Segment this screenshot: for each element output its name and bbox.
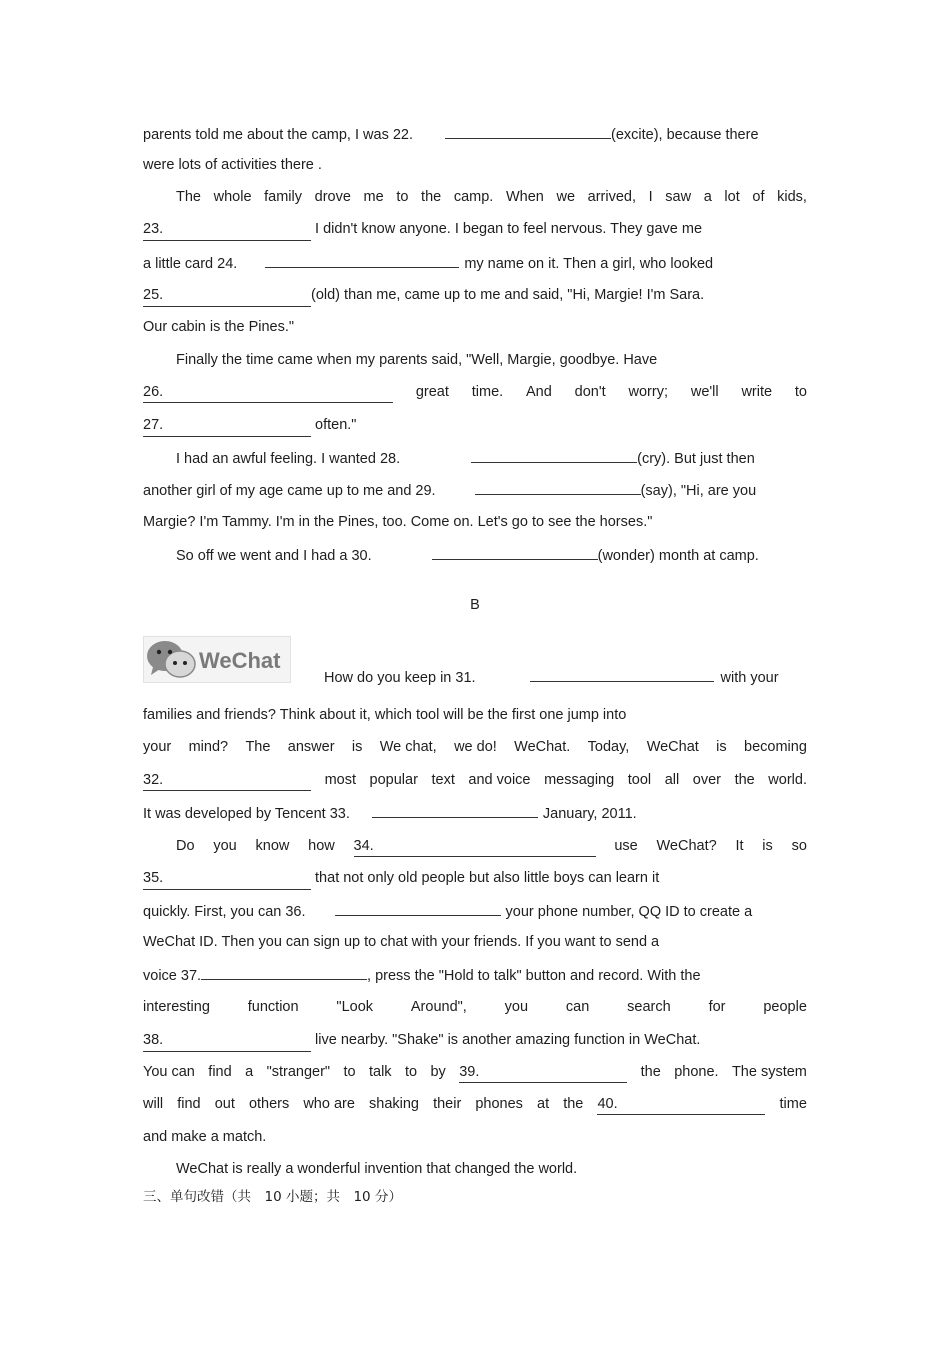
- word: and voice: [468, 772, 531, 788]
- word: find: [208, 1064, 232, 1080]
- word: world.: [768, 772, 807, 788]
- word: to: [343, 1064, 356, 1080]
- line-text: (cry). But just then: [637, 451, 755, 467]
- word: know: [255, 838, 290, 854]
- word: arrived,: [587, 189, 637, 205]
- word: I: [648, 189, 653, 205]
- justified-line: [143, 381, 807, 403]
- text-line: [176, 446, 807, 468]
- line-text: voice 37.: [143, 968, 202, 984]
- line-text: January, 2011.: [542, 806, 637, 822]
- line-text: quickly. First, you can 36.: [143, 904, 306, 920]
- line-text: Margie? I'm Tammy. I'm in the Pines, too. Come on. Let's go to see the horses.": [143, 514, 653, 530]
- word: to: [794, 384, 807, 400]
- word: "Look: [336, 999, 374, 1015]
- word: all: [664, 772, 680, 788]
- text-line: [143, 801, 807, 823]
- blank-37[interactable]: [201, 963, 367, 980]
- word: we do!: [454, 739, 497, 755]
- word: answer: [287, 739, 335, 755]
- word: don't: [574, 384, 606, 400]
- word: you: [213, 838, 237, 854]
- text-line: [143, 414, 807, 436]
- word: tool: [627, 772, 652, 788]
- line-text: Our cabin is the Pines.": [143, 319, 295, 335]
- word: me: [363, 189, 384, 205]
- word: mind?: [188, 739, 229, 755]
- word: family: [264, 189, 303, 205]
- word: saw: [665, 189, 692, 205]
- blank-29[interactable]: [475, 478, 641, 495]
- word: the: [734, 772, 755, 788]
- word: function: [247, 999, 299, 1015]
- blank-36[interactable]: [335, 899, 501, 916]
- text-line: [176, 1158, 807, 1180]
- word: The: [245, 739, 271, 755]
- word: The: [176, 189, 201, 205]
- text-line: [143, 899, 807, 921]
- word: search: [627, 999, 671, 1015]
- line-text: , press the "Hold to talk" button and record. With the: [367, 968, 701, 984]
- line-text: (wonder) month at camp.: [597, 548, 759, 564]
- text-line: [143, 867, 807, 889]
- justified-line: [143, 736, 807, 758]
- text-line: [143, 931, 807, 953]
- line-text: another girl of my age came up to me and 29.: [143, 483, 436, 499]
- line-text: WeChat is really a wonderful invention that changed the world.: [176, 1161, 578, 1177]
- line-text: my name on it. Then a girl, who looked: [464, 256, 714, 272]
- text-line: [143, 963, 807, 985]
- line-text: with your: [720, 670, 779, 686]
- word: the: [563, 1096, 584, 1112]
- word: for: [708, 999, 726, 1015]
- word: WeChat.: [514, 739, 571, 755]
- word: by: [430, 1064, 446, 1080]
- text-line: [143, 511, 807, 533]
- word: their: [433, 1096, 462, 1112]
- word: whole: [213, 189, 252, 205]
- word: Today,: [587, 739, 630, 755]
- word: to: [396, 189, 409, 205]
- blank-30[interactable]: [432, 543, 598, 560]
- word: others: [248, 1096, 290, 1112]
- line-text: that not only old people but also little boys can learn it: [315, 870, 660, 886]
- word: is: [762, 838, 773, 854]
- blank-39[interactable]: 39.: [459, 1061, 627, 1083]
- word: the: [421, 189, 442, 205]
- word: It: [735, 838, 744, 854]
- word: drove: [314, 189, 351, 205]
- word: who are: [303, 1096, 355, 1112]
- line-text: WeChat ID. Then you can sign up to chat with your friends. If you want to send a: [143, 934, 660, 950]
- text-line: [143, 154, 807, 176]
- line-text: It was developed by Tencent 33.: [143, 806, 350, 822]
- word: lot: [724, 189, 740, 205]
- word: phone.: [674, 1064, 719, 1080]
- blank-32[interactable]: 32.: [143, 769, 311, 791]
- word: talk: [368, 1064, 392, 1080]
- word: your: [143, 739, 172, 755]
- text-line: [143, 478, 807, 500]
- word: text: [431, 772, 455, 788]
- word: great: [415, 384, 449, 400]
- blank-40[interactable]: 40.: [597, 1093, 765, 1115]
- blank-24[interactable]: [265, 251, 459, 268]
- text-line: [143, 704, 807, 726]
- line-text: often.": [315, 417, 357, 433]
- line-text: I had an awful feeling. I wanted 28.: [176, 451, 401, 467]
- word: can: [565, 999, 590, 1015]
- line-text: parents told me about the camp, I was 22.: [143, 127, 414, 143]
- word: over: [692, 772, 721, 788]
- word: kids,: [777, 189, 807, 205]
- text-line: [176, 349, 807, 371]
- word: will: [143, 1096, 164, 1112]
- blank-28[interactable]: [471, 446, 637, 463]
- word: a: [245, 1064, 254, 1080]
- text-line: [143, 1126, 807, 1148]
- text-line: [143, 316, 807, 338]
- line-text: a little card 24.: [143, 256, 238, 272]
- text-line: [143, 122, 807, 144]
- word: becoming: [744, 739, 807, 755]
- word: shaking: [369, 1096, 419, 1112]
- word: we: [556, 189, 576, 205]
- blank-35[interactable]: 35.: [143, 867, 311, 890]
- blank-27[interactable]: 27.: [143, 414, 311, 437]
- blank-34[interactable]: 34.: [354, 835, 596, 857]
- blank-23[interactable]: 23.: [143, 218, 311, 241]
- line-text: (old) than me, came up to me and said, "Hi, Margie! I'm Sara.: [311, 287, 705, 303]
- section-heading: [143, 1186, 807, 1208]
- word: When: [505, 189, 544, 205]
- word: is: [716, 739, 727, 755]
- word: write: [741, 384, 773, 400]
- word: out: [214, 1096, 235, 1112]
- wechat-logo: [143, 636, 291, 683]
- word: phones: [475, 1096, 523, 1112]
- word: worry;: [628, 384, 668, 400]
- word: a: [703, 189, 712, 205]
- section-label: B: [470, 597, 480, 613]
- word: WeChat: [646, 739, 699, 755]
- word: interesting: [143, 999, 210, 1015]
- wechat-logo-icon: [144, 637, 290, 682]
- justified-line: [143, 996, 807, 1018]
- text-line: [143, 284, 807, 306]
- text-line: [143, 1029, 807, 1051]
- word: time: [779, 1096, 807, 1112]
- line-text: How do you keep in 31.: [324, 670, 476, 686]
- word: is: [351, 739, 363, 755]
- word: use: [614, 838, 638, 854]
- line-text: So off we went and I had a 30.: [176, 548, 372, 564]
- word: we'll: [690, 384, 719, 400]
- line-text: your phone number, QQ ID to create a: [505, 904, 753, 920]
- blank-33[interactable]: [372, 801, 538, 818]
- word: Around",: [410, 999, 467, 1015]
- line-text: (say), "Hi, are you: [640, 483, 757, 499]
- word: you: [504, 999, 529, 1015]
- text-line: [143, 218, 807, 240]
- text-line: [143, 251, 807, 273]
- word: people: [763, 999, 807, 1015]
- blank-26[interactable]: 26.: [143, 381, 393, 403]
- word: WeChat?: [656, 838, 717, 854]
- line-text: were lots of activities there .: [143, 157, 322, 173]
- justified-line: [143, 1061, 807, 1083]
- word: popular: [369, 772, 418, 788]
- line-text: families and friends? Think about it, which tool will be the first one jump into: [143, 707, 627, 723]
- word: You can: [143, 1064, 195, 1080]
- word: time.: [471, 384, 504, 400]
- word: camp.: [453, 189, 494, 205]
- word: at: [537, 1096, 550, 1112]
- line-text: I didn't know anyone. I began to feel nervous. They gave me: [315, 221, 703, 237]
- line-text: (excite), because there: [611, 127, 759, 143]
- justified-line: [176, 186, 807, 208]
- word: so: [791, 838, 807, 854]
- text-line: [176, 543, 807, 565]
- logo-wordmark: WeChat: [199, 648, 281, 673]
- justified-line: [143, 769, 807, 791]
- blank-38[interactable]: 38.: [143, 1029, 311, 1052]
- word: We chat,: [379, 739, 437, 755]
- word: to: [404, 1064, 418, 1080]
- word: And: [526, 384, 552, 400]
- blank-31[interactable]: [530, 665, 714, 682]
- word: how: [308, 838, 335, 854]
- section-three-title: 三、单句改错（共 10 小题；共 10 分）: [143, 1189, 402, 1205]
- word: the: [640, 1064, 661, 1080]
- word: find: [177, 1096, 201, 1112]
- line-text: and make a match.: [143, 1129, 267, 1145]
- line-text: Finally the time came when my parents said, "Well, Margie, goodbye. Have: [176, 352, 658, 368]
- blank-25[interactable]: 25.: [143, 284, 311, 307]
- blank-22[interactable]: [445, 122, 611, 139]
- text-line: [324, 665, 807, 687]
- word: Do: [176, 838, 195, 854]
- justified-line: [176, 835, 807, 857]
- word: "stranger": [266, 1064, 331, 1080]
- word: of: [752, 189, 765, 205]
- word: most: [324, 772, 356, 788]
- word: The system: [731, 1064, 807, 1080]
- word: messaging: [544, 772, 615, 788]
- justified-line: [143, 1093, 807, 1115]
- line-text: live nearby. "Shake" is another amazing function in WeChat.: [315, 1032, 701, 1048]
- section-heading: [0, 594, 950, 616]
